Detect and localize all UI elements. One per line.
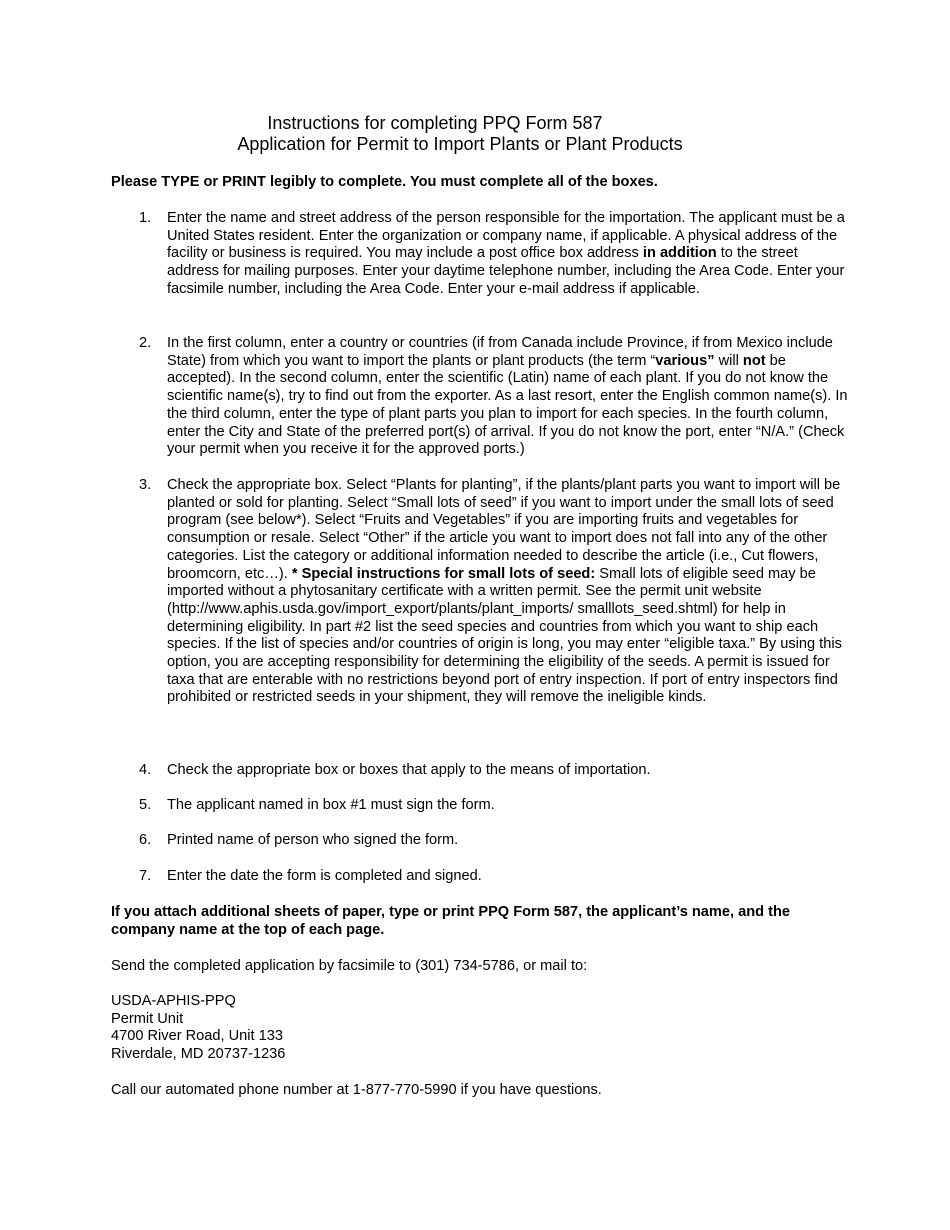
item-number: 4. [139, 762, 152, 778]
lead-instruction: Please TYPE or PRINT legibly to complete. You must complete all of the boxes. [111, 174, 658, 190]
instruction-item-2 [111, 335, 851, 459]
item-text: Printed name of person who signed the form. [167, 832, 459, 848]
page-subtitle: Application for Permit to Import Plants or Plant Products [237, 134, 683, 154]
send-instructions: Send the completed application by facsimile to (301) 734-5786, or mail to: [111, 958, 588, 974]
item-text: Check the appropriate box. Select “Plants for planting”, if the plants/plant parts you want to import will be planted or sold for planting. Select “Small lots of seed” if you want to import under the small lots of seed program (see below*). Select “Fruits and Vegetables” if you are importing fruits and vegetables for consumption or resale. Select “Other” if the article you want to import does not fall into any of the other categories. List the category or additional information needed to describe the article (i.e., Cut flowers, broomcorn, etc…). * Special instructions for small lots of seed: Small lots of eligible seed may be imported without a phytosanitary certificate with a written permit. See the permit unit website (http://www.aphis.usda.gov/import_export/plants/plant_imports/ smalllots_seed.shtml) for help in determining eligibility. In part #2 list the seed species and countries from which you want to ship each species. If the list of species and/or countries of origin is long, you may enter “eligible taxa.” By using this option, you are accepting responsibility for determining the eligibility of the seeds. A permit is issued for taxa that are enterable with no restrictions beyond port of entry inspection. If port of entry inspectors find prohibited or restricted seeds in your shipment, they will remove the ineligible kinds. [167, 477, 842, 706]
instruction-item-3 [111, 477, 851, 707]
instruction-item-5 [111, 797, 851, 815]
address-line: USDA-APHIS-PPQ [111, 993, 236, 1009]
address-line: Riverdale, MD 20737-1236 [111, 1046, 286, 1063]
address-line: Permit Unit [111, 1010, 184, 1027]
item-number: 7. [139, 868, 152, 884]
instruction-item-1 [111, 210, 851, 299]
instruction-item-6 [111, 832, 851, 850]
item-text: Check the appropriate box or boxes that apply to the means of importation. [167, 762, 651, 778]
instruction-item-4 [111, 762, 851, 780]
item-text: Enter the date the form is completed and signed. [167, 868, 482, 884]
phone-contact: Call our automated phone number at 1-877-770-5990 if you have questions. [111, 1082, 602, 1098]
item-number: 2. [139, 335, 152, 351]
attachment-note: If you attach additional sheets of paper, type or print PPQ Form 587, the applicant’s name, and the company name at the top of each page. [111, 904, 791, 938]
instruction-item-7 [111, 868, 851, 886]
page-title: Instructions for completing PPQ Form 587 [267, 113, 603, 133]
item-number: 3. [139, 477, 152, 493]
item-text: The applicant named in box #1 must sign the form. [167, 797, 495, 813]
address-line: 4700 River Road, Unit 133 [111, 1028, 283, 1045]
item-number: 5. [139, 797, 152, 813]
item-number: 6. [139, 832, 152, 848]
item-text: Enter the name and street address of the person responsible for the importation. The applicant must be a United States resident. Enter the organization or company name, if applicable. A physical address of the facility or business is required. You may include a post office box address in addition to the street address for mailing purposes. Enter your daytime telephone number, including the Area Code. Enter your facsimile number, including the Area Code. Enter your e-mail address if applicable. [167, 210, 845, 297]
mailing-address [111, 993, 851, 1064]
item-number: 1. [139, 210, 152, 226]
item-text: In the first column, enter a country or countries (if from Canada include Province, if from Mexico include State) from which you want to import the plants or plant products (the term “various” will not be accepted). In the second column, enter the scientific (Latin) name of each plant. If you do not know the scientific name(s), try to find out from the exporter. As a last resort, enter the English common name(s). In the third column, enter the type of plant parts you plan to import for each species. In the fourth column, enter the City and State of the preferred port(s) of arrival. If you do not know the port, enter “N/A.” (Check your permit when you receive it for the approved ports.) [167, 335, 848, 458]
